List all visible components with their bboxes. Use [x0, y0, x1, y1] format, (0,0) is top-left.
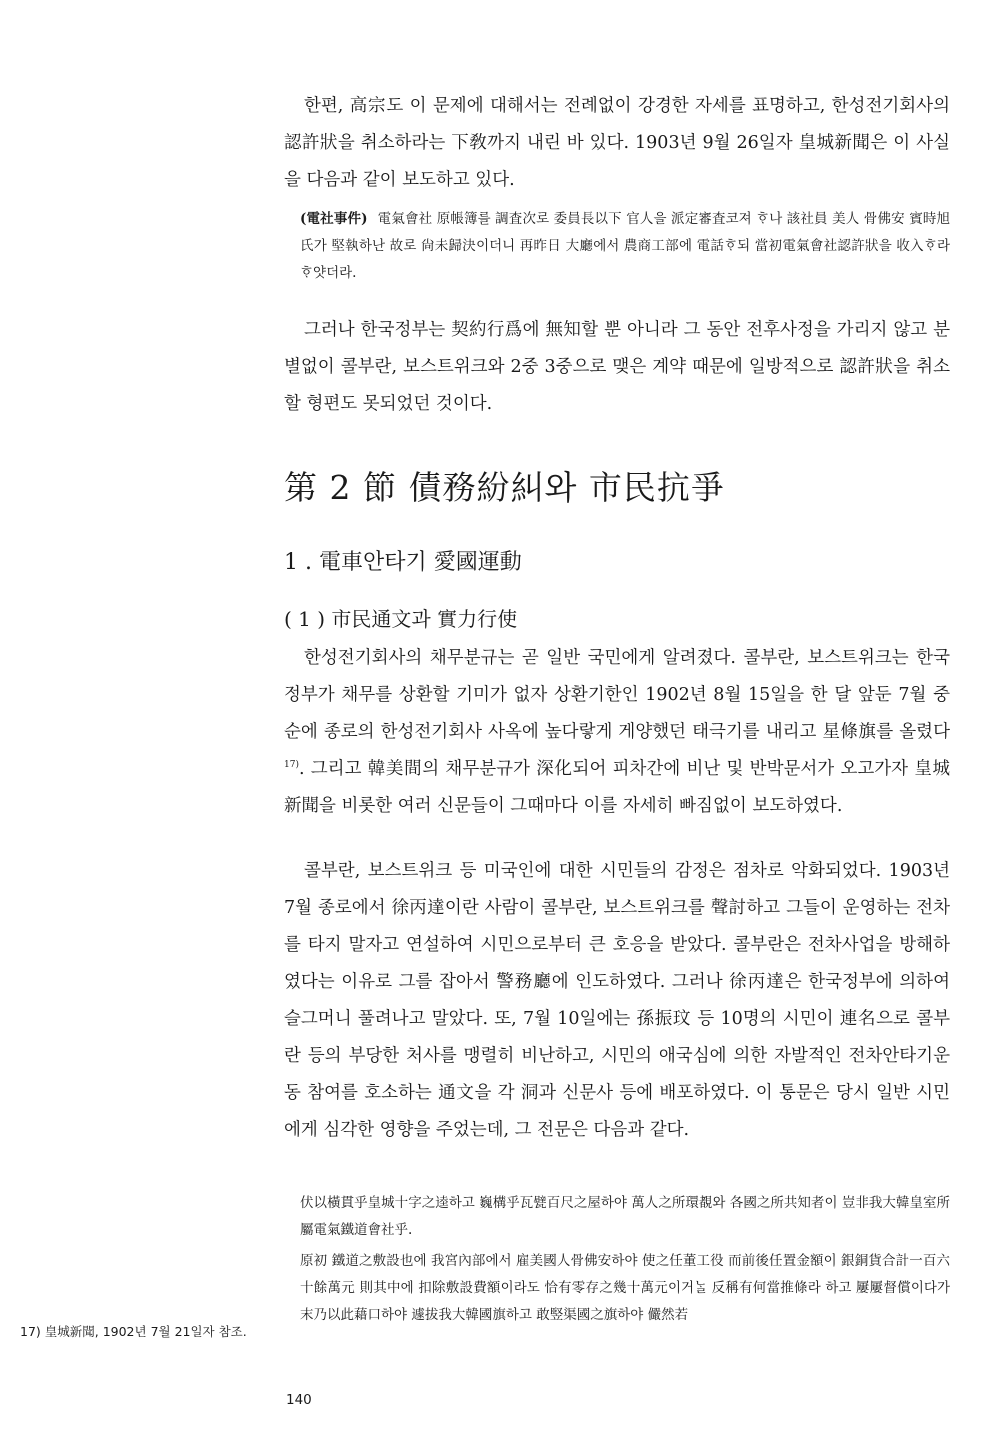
subsection-heading: 1 . 電車안타기 愛國運動 [284, 550, 522, 575]
paragraph-3-before-note: 한성전기회사의 채무분규는 곧 일반 국민에게 알려졌다. 콜부란, 보스트위크는 한국정부가 채무를 상환할 기미가 없자 상환기한인 1902년 8월 15일을 한 달 앞둔 7월 중순에 종로의 한성전기회사 사옥에 높다랗게 게양했던 태극기를 내리고 星條旗를 올렸다 [284, 648, 950, 742]
paragraph-4: 콜부란, 보스트위크 등 미국인에 대한 시민들의 감정은 점차로 악화되었다. 1903년 7월 종로에서 徐丙達이란 사람이 콜부란, 보스트위크를 聲討하고 그들이 운영하는 전차를 타지 말자고 연설하여 시민으로부터 큰 호응을 받았다. 콜부란은 전차사업을 방해하였다는 이유로 그를 잡아서 警務廳에 인도하였다. 그러나 徐丙達은 한국정부에 의하여 슬그머니 풀려나고 말았다. 또, 7월 10일에는 孫振玟 등 10명의 시민이 連名으로 콜부란 등의 부당한 처사를 맹렬히 비난하고, 시민의 애국심에 의한 자발적인 전차안타기운동 참여를 호소하는 通文을 각 洞과 신문사 등에 배포하였다. 이 통문은 당시 일반 시민에게 심각한 영향을 주었는데, 그 전문은 다음과 같다. [284, 861, 950, 1140]
quote-block-1 [284, 206, 950, 287]
quote-1-text: 電氣會社 原帳簿를 調査次로 委員長以下 官人을 派定審査코져 ᄒᆞ나 該社員 美人 骨佛安 賓時旭氏가 堅執하난 故로 尙未歸決이더니 再昨日 大廳에서 農商工部에 電話ᄒᆞ되 當初電氣會社認許狀을 收入ᄒᆞ라 ᄒᆞ얏더라. [300, 211, 950, 281]
paragraph-2-block [284, 312, 950, 423]
paragraph-2: 그러나 한국정부는 契約行爲에 無知할 뿐 아니라 그 동안 전후사정을 가리지 않고 분별없이 콜부란, 보스트위크와 2중 3중으로 맺은 계약 때문에 일방적으로 認許狀을 취소할 형편도 못되었던 것이다. [284, 320, 950, 414]
page-number: 140 [286, 1392, 312, 1408]
quote-block-2 [284, 1190, 950, 1329]
footnote-17: 17) 皇城新聞, 1902년 7월 21일자 참조. [20, 1324, 247, 1339]
paragraph-3-after-note: . 그리고 韓美間의 채무분규가 深化되어 피차간에 비난 및 반박문서가 오고가자 皇城新聞을 비롯한 여러 신문들이 그때마다 이를 자세히 빠짐없이 보도하였다. [284, 759, 950, 816]
footnote-reference[interactable]: 17) [284, 760, 299, 771]
quote-2-para-1: 伏以橫貫乎皇城十字之逵하고 巍構乎瓦甓百尺之屋하야 萬人之所環覩와 各國之所共知者이 豈非我大韓皇室所屬電氣鐵道會社乎. [300, 1195, 950, 1238]
subsubsection-heading: ( 1 ) 市民通文과 實力行使 [284, 607, 518, 631]
quote-1 [284, 206, 950, 287]
paragraph-3 [284, 640, 950, 825]
paragraph-4-block [284, 853, 950, 1149]
section-heading: 第 2 節 債務紛糾와 市民抗爭 [284, 468, 725, 507]
quote-2-para-2: 原初 鐵道之敷設也에 我宮內部에서 雇美國人骨佛安하야 使之任董工役 而前後任置金額이 銀銅貨合計一百六十餘萬元 則其中에 扣除敷設費額이라도 恰有零存之幾十萬元이거ᄂᆞᆯ 反稱有何當推條라 하고 屢屢督償이다가 末乃以此藉口하야 遽拔我大韓國旗하고 敢竪渠國之旗하야 儼然若 [300, 1253, 950, 1323]
intro-paragraph: 한편, 高宗도 이 문제에 대해서는 전례없이 강경한 자세를 표명하고, 한성전기회사의 認許狀을 취소하라는 下敎까지 내린 바 있다. 1903년 9월 26일자 皇城新聞은 이 사실을 다음과 같이 보도하고 있다. [284, 96, 950, 190]
quote-1-tag: (電社事件) [300, 211, 368, 227]
paragraph-3-block [284, 640, 950, 825]
intro-block [284, 88, 950, 199]
